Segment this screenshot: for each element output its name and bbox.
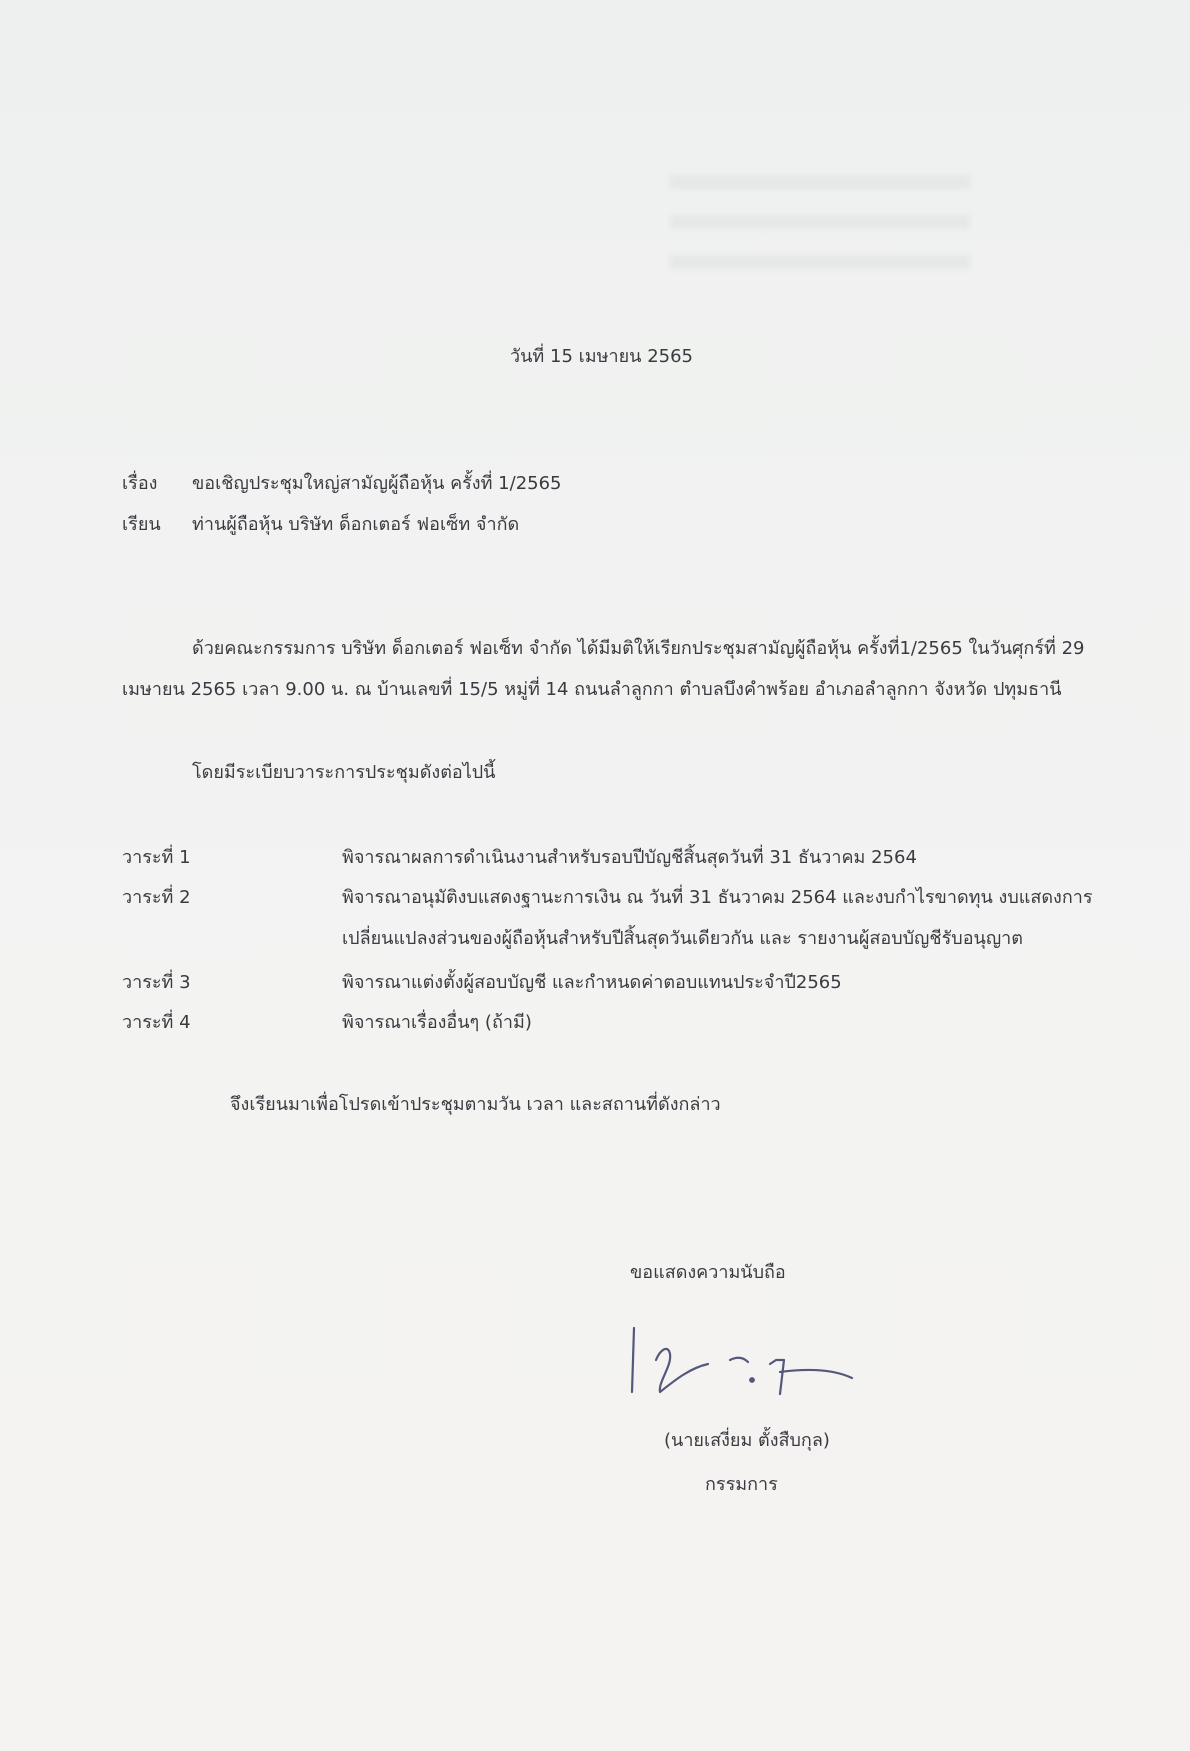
agenda-item-1-text: พิจารณาผลการดำเนินงานสำหรับรอบปีบัญชีสิ้นสุดวันที่ 31 ธันวาคม 2564 (342, 847, 917, 868)
agenda-item-2-number: วาระที่ 2 (122, 887, 191, 908)
agenda-item-1-number: วาระที่ 1 (122, 847, 191, 868)
letter-date: วันที่ 15 เมษายน 2565 (510, 346, 693, 367)
subject-label: เรื่อง (122, 473, 158, 494)
agenda-item-2-text-line-1: พิจารณาอนุมัติงบแสดงฐานะการเงิน ณ วันที่ 31 ธันวาคม 2564 และงบกำไรขาดทุน งบแสดงการ (342, 887, 1093, 908)
agenda-item-4-number: วาระที่ 4 (122, 1012, 191, 1033)
agenda-item-2-text-line-2: เปลี่ยนแปลงส่วนของผู้ถือหุ้นสำหรับปีสิ้นสุดวันเดียวกัน และ รายงานผู้สอบบัญชีรับอนุญาต (342, 928, 1023, 949)
closing-sentence: จึงเรียนมาเพื่อโปรดเข้าประชุมตามวัน เวลา และสถานที่ดังกล่าว (230, 1094, 721, 1115)
regards-text: ขอแสดงความนับถือ (630, 1262, 786, 1283)
recipient-text: ท่านผู้ถือหุ้น บริษัท ด็อกเตอร์ ฟอเซ็ท จำกัด (192, 514, 520, 535)
body-paragraph-line-2: เมษายน 2565 เวลา 9.00 น. ณ บ้านเลขที่ 15/5 หมู่ที่ 14 ถนนลำลูกกา ตำบลบึงคำพร้อย อำเภอลำลูกกา จังหวัด ปทุมธานี (122, 679, 1062, 700)
agenda-item-4-text: พิจารณาเรื่องอื่นๆ (ถ้ามี) (342, 1012, 532, 1033)
recipient-label: เรียน (122, 514, 161, 535)
agenda-item-3-number: วาระที่ 3 (122, 972, 191, 993)
agenda-intro: โดยมีระเบียบวาระการประชุมดังต่อไปนี้ (192, 762, 496, 783)
bleed-through-shadow (670, 175, 970, 295)
handwritten-signature (620, 1320, 860, 1410)
agenda-item-3-text: พิจารณาแต่งตั้งผู้สอบบัญชี และกำหนดค่าตอบแทนประจำปี2565 (342, 972, 842, 993)
signer-position: กรรมการ (705, 1474, 778, 1495)
signer-name: (นายเสงี่ยม ตั้งสืบกุล) (664, 1430, 830, 1451)
subject-text: ขอเชิญประชุมใหญ่สามัญผู้ถือหุ้น ครั้งที่ 1/2565 (192, 473, 562, 494)
body-paragraph-line-1: ด้วยคณะกรรมการ บริษัท ด็อกเตอร์ ฟอเซ็ท จำกัด ได้มีมติให้เรียกประชุมสามัญผู้ถือหุ้น ครั้งที่1/2565 ในวันศุกร์ที่ 29 (192, 638, 1085, 659)
